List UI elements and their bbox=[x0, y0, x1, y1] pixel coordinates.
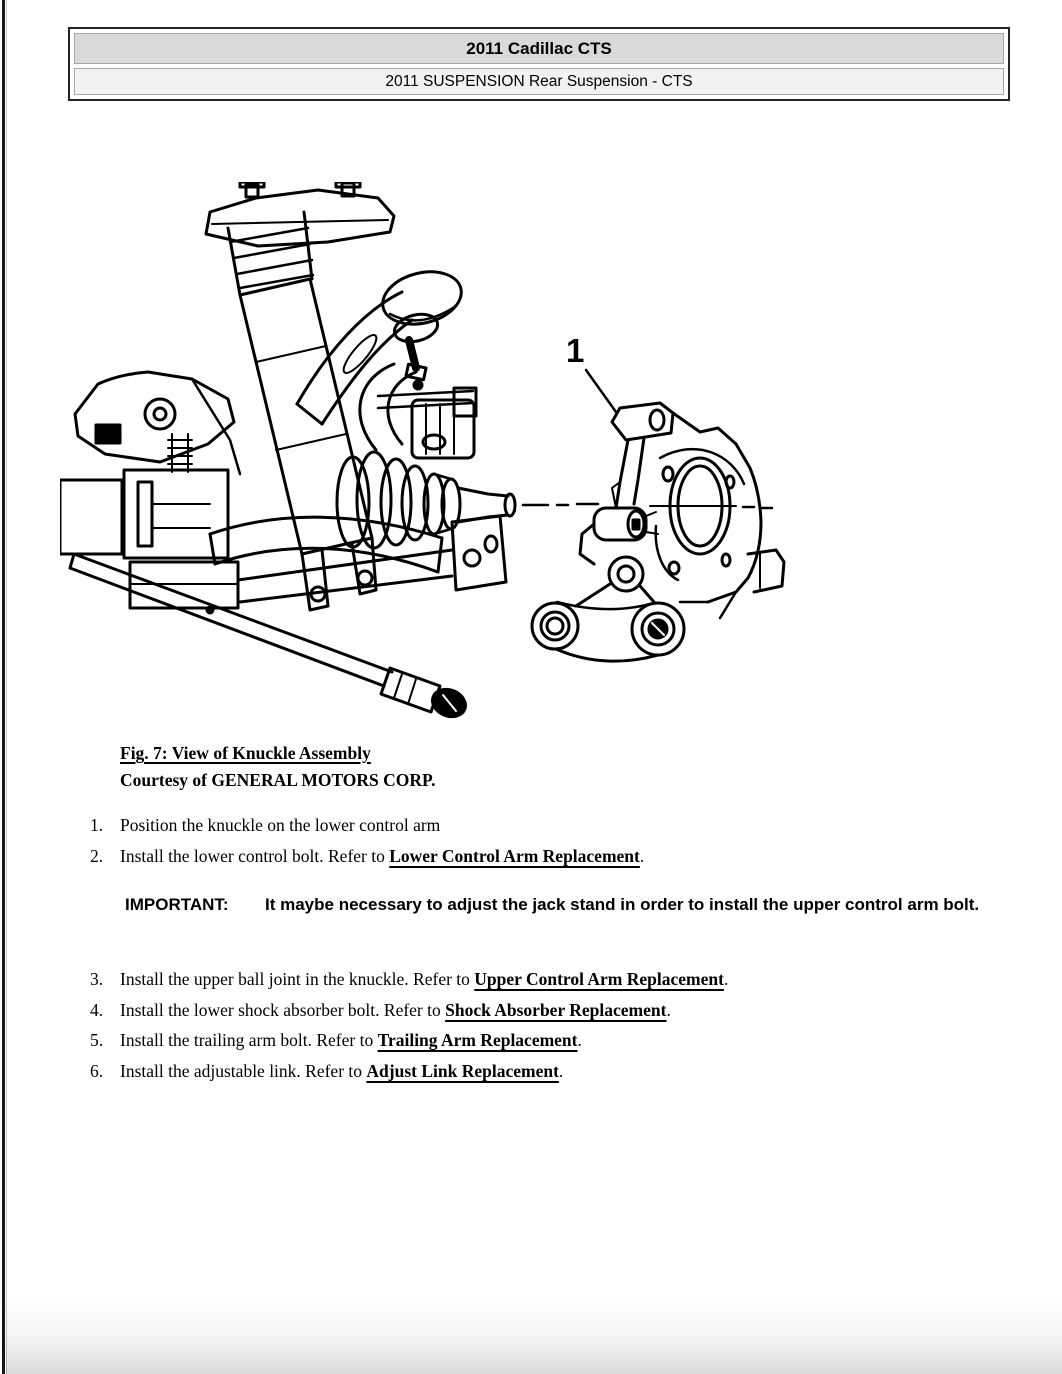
step-item-4 bbox=[90, 995, 728, 1026]
ref-link-lower-control-arm-replacement[interactable]: Lower Control Arm Replacement bbox=[389, 845, 640, 866]
step-number: 1. bbox=[90, 815, 104, 835]
step-text: Install the trailing arm bolt. Refer to bbox=[120, 1030, 378, 1050]
page-bottom-shade bbox=[6, 1296, 1062, 1374]
step-text: Install the lower shock absorber bolt. Refer to bbox=[120, 999, 446, 1020]
important-text: It maybe necessary to adjust the jack stand in order to install the upper control arm bolt. bbox=[265, 895, 980, 914]
callout-1-label: 1 bbox=[566, 332, 585, 369]
step-text: Install the adjustable link. Refer to bbox=[120, 1060, 367, 1081]
step-item-3 bbox=[90, 964, 728, 995]
step-number: 5. bbox=[90, 1030, 104, 1050]
step-number: 2. bbox=[90, 845, 104, 866]
figure-caption bbox=[120, 740, 436, 794]
knuckle-drawing bbox=[532, 403, 784, 661]
ref-link-trailing-arm-replacement[interactable]: Trailing Arm Replacement bbox=[377, 1030, 578, 1050]
step-text: Install the lower control bolt. Refer to bbox=[120, 845, 390, 866]
step-item-6 bbox=[90, 1056, 728, 1087]
section-subtitle: 2011 SUSPENSION Rear Suspension - CTS bbox=[74, 68, 1004, 95]
step-item-1 bbox=[90, 810, 644, 841]
step-item-2 bbox=[90, 841, 644, 872]
step-text: Position the knuckle on the lower control arm bbox=[120, 815, 441, 835]
step-text-after: . bbox=[577, 1030, 582, 1050]
knuckle-assembly-diagram bbox=[60, 182, 820, 722]
step-text-after: . bbox=[558, 1060, 564, 1081]
page-left-border bbox=[2, 0, 5, 1374]
vehicle-title: 2011 Cadillac CTS bbox=[74, 33, 1004, 64]
step-text-after: . bbox=[666, 999, 671, 1020]
assembly-axis-line bbox=[523, 504, 772, 508]
figure-caption-title: Fig. 7: View of Knuckle Assembly bbox=[120, 743, 371, 763]
steps-list-1 bbox=[90, 810, 644, 871]
important-note bbox=[125, 890, 987, 919]
step-text: Install the upper ball joint in the knuckle. Refer to bbox=[120, 969, 475, 989]
figure-caption-credit: Courtesy of GENERAL MOTORS CORP. bbox=[120, 770, 436, 790]
step-text-after: . bbox=[639, 845, 645, 866]
step-number: 3. bbox=[90, 969, 104, 989]
important-label: IMPORTANT: bbox=[125, 895, 229, 914]
steps-list-2 bbox=[90, 964, 728, 1086]
page-left-border-shadow bbox=[6, 0, 7, 1374]
ref-link-upper-control-arm-replacement[interactable]: Upper Control Arm Replacement bbox=[474, 969, 724, 989]
step-number: 6. bbox=[90, 1060, 104, 1081]
ref-link-adjust-link-replacement[interactable]: Adjust Link Replacement bbox=[366, 1060, 559, 1081]
document-header bbox=[68, 27, 1010, 101]
lower-control-arm-drawing bbox=[238, 516, 506, 602]
step-number: 4. bbox=[90, 999, 104, 1020]
step-item-5 bbox=[90, 1025, 728, 1056]
ref-link-shock-absorber-replacement[interactable]: Shock Absorber Replacement bbox=[445, 999, 667, 1020]
figure-callout bbox=[566, 332, 616, 412]
step-text-after: . bbox=[723, 969, 729, 989]
